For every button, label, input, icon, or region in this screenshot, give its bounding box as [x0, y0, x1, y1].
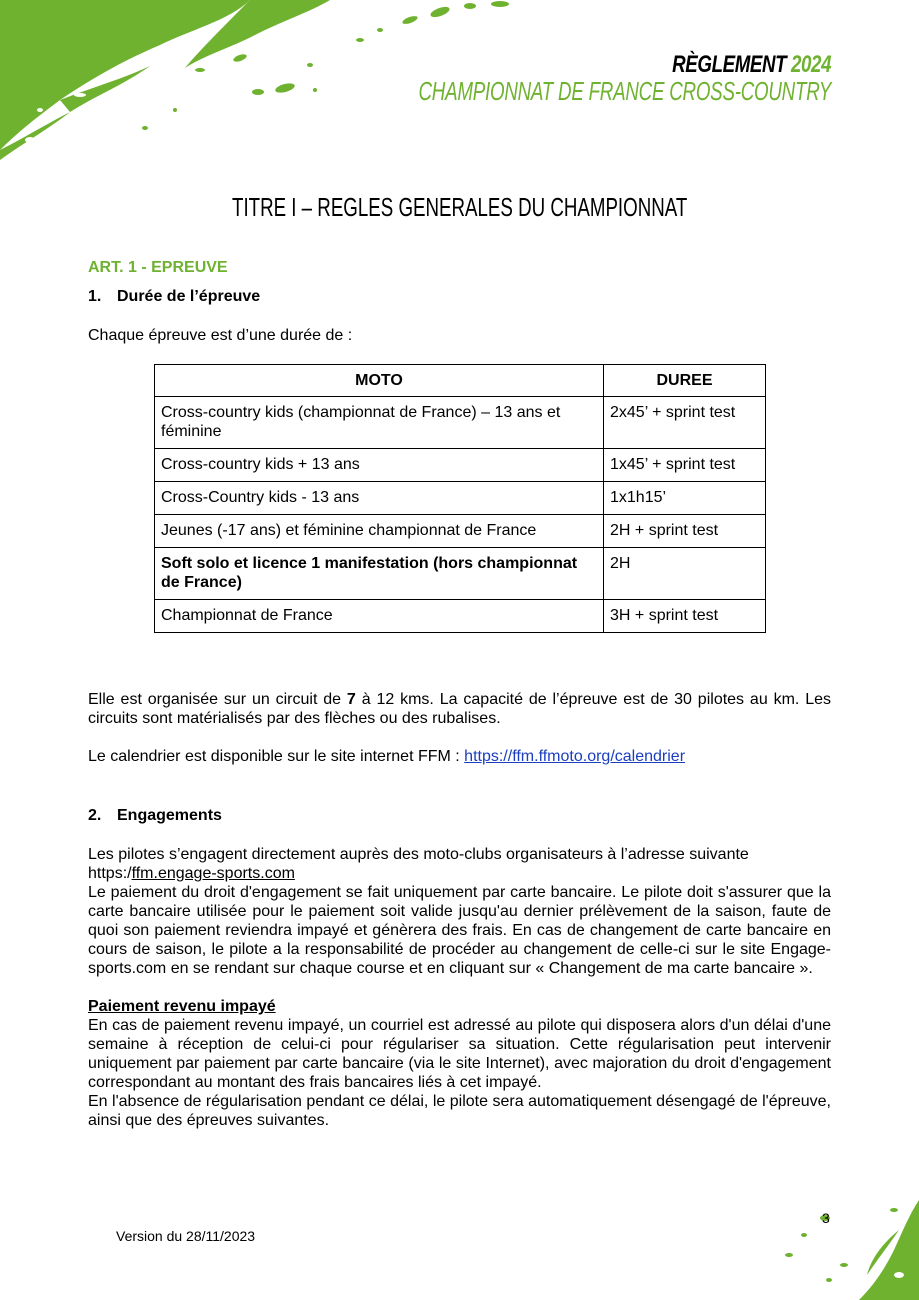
engagement-paragraph: Les pilotes s’engagent directement auprès des moto-clubs organisateurs à l’adresse suivante	[88, 846, 749, 863]
engagement-url-prefix: https:/	[88, 865, 132, 882]
section-1-heading	[88, 287, 831, 306]
table-row	[155, 515, 766, 548]
circuit-text-b: à 12 kms. La capacité de l’épreuve est de 30 pilotes au km. Les circuits sont matérialisés par des flèches ou des rubalises.	[88, 691, 832, 727]
section-2-heading	[88, 806, 831, 825]
header-year: 2024	[790, 51, 831, 78]
table-row	[155, 482, 766, 515]
table-header-moto: MOTO	[155, 365, 604, 397]
disengagement-paragraph: En l'absence de régularisation pendant ce délai, le pilote sera automatiquement désengagé de l'épreuve, ainsi que des épreuves suivantes.	[88, 1093, 831, 1129]
table-cell-moto: Cross-country kids (championnat de France) – 13 ans et féminine	[155, 397, 604, 449]
table-header-row	[155, 365, 766, 397]
header-reglement: RÈGLEMENT	[672, 51, 787, 78]
table-row	[155, 397, 766, 449]
section-2-title: Engagements	[117, 807, 222, 824]
document-header	[258, 52, 831, 104]
calendar-link[interactable]: https://ffm.ffmoto.org/calendrier	[464, 748, 686, 765]
circuit-paragraph	[88, 690, 831, 728]
table-row	[155, 600, 766, 633]
table-row	[155, 548, 766, 600]
table-cell-duree: 1x1h15’	[604, 482, 766, 515]
duration-table	[154, 364, 766, 633]
version-footer: Version du 28/11/2023	[116, 1228, 256, 1244]
engagement-url	[88, 864, 831, 883]
page-number: 3	[822, 1210, 830, 1226]
unpaid-subheading: Paiement revenu impayé	[88, 998, 276, 1015]
circuit-text-a: Elle est organisée sur un circuit de	[88, 691, 347, 708]
table-cell-duree: 2x45’ + sprint test	[604, 397, 766, 449]
circuit-min-km: 7	[346, 691, 356, 708]
table-cell-moto: Championnat de France	[155, 600, 604, 633]
header-line-1	[384, 52, 831, 78]
table-cell-moto: Cross-Country kids - 13 ans	[155, 482, 604, 515]
page-title: TITRE I – REGLES GENERALES DU CHAMPIONNAT	[232, 192, 688, 222]
unpaid-paragraph: En cas de paiement revenu impayé, un courriel est adressé au pilote qui disposera alors d'un délai d'une semaine à réception de celui-ci pour régulariser sa situation. Cette régularisation peut intervenir uniquement par paiement par carte bancaire (via le site Internet), avec majoration du droit d'engagement correspondant au montant des frais bancaires liés à cet impayé.	[88, 1017, 831, 1091]
table-row	[155, 449, 766, 482]
article-heading: ART. 1 - EPREUVE	[88, 259, 228, 276]
payment-paragraph: Le paiement du droit d'engagement se fait uniquement par carte bancaire. Le pilote doit s'assurer que la carte bancaire utilisée pour le paiement soit valide jusqu'au dernier prélèvement de la saison, faute de quoi son paiement reviendra impayé et génèrera des frais. En cas de changement de carte bancaire en cours de saison, le pilote a la responsabilité de procéder au changement de celle-ci sur le site Engage-sports.com en se rendant sur chaque course et en cliquant sur « Changement de ma carte bancaire ».	[88, 884, 831, 977]
table-cell-duree: 2H	[604, 548, 766, 600]
table-header-duree: DUREE	[604, 365, 766, 397]
calendar-paragraph	[88, 747, 831, 766]
section-1-intro: Chaque épreuve est d’une durée de :	[88, 327, 353, 344]
table-cell-duree: 1x45’ + sprint test	[604, 449, 766, 482]
table-cell-moto: Jeunes (-17 ans) et féminine championnat de France	[155, 515, 604, 548]
calendar-text: Le calendrier est disponible sur le site internet FFM :	[88, 748, 465, 765]
engagement-url-link[interactable]: ffm.engage-sports.com	[131, 865, 295, 882]
table-cell-duree: 2H + sprint test	[604, 515, 766, 548]
main-content	[88, 258, 831, 1130]
section-2-number: 2.	[88, 807, 102, 824]
table-cell-moto: Soft solo et licence 1 manifestation (hors championnat de France)	[155, 548, 604, 600]
table-cell-moto: Cross-country kids + 13 ans	[155, 449, 604, 482]
table-cell-duree: 3H + sprint test	[604, 600, 766, 633]
header-championship: CHAMPIONNAT DE FRANCE CROSS-COUNTRY	[418, 76, 831, 106]
section-1-title: Durée de l’épreuve	[117, 288, 261, 305]
bottom-right-brush-decoration	[759, 1190, 919, 1300]
section-1-number: 1.	[88, 288, 102, 305]
